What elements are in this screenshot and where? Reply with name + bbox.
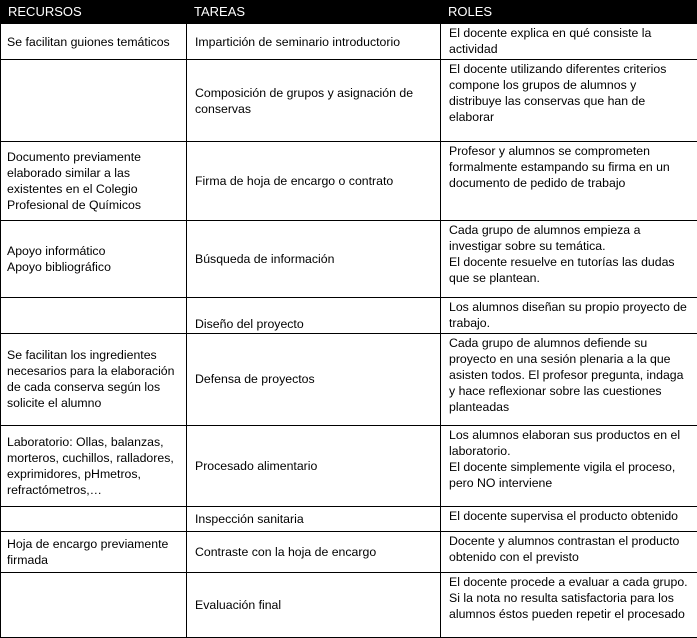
tareas-text: Inspección sanitaria [195,511,304,526]
tareas-text: Diseño del proyecto [195,317,304,332]
roles-text: Los alumnos elaboran sus productos en el laboratorio. [449,427,681,458]
cell-tareas [187,506,441,531]
cell-roles [441,220,697,297]
table-row [1,141,697,220]
recursos-text: Apoyo informático [7,243,106,258]
tareas-text: Composición de grupos y asignación de conservas [195,85,414,116]
table-row [1,24,697,60]
recursos-text: Laboratorio: Ollas, balanzas, morteros, cuchillos, ralladores, exprimidores, pHmetros, refractómetros,… [7,434,174,497]
recursos-text: Apoyo bibliográfico [7,259,111,274]
cell-roles [441,334,697,426]
table-row [1,60,697,141]
cell-roles [441,24,697,60]
roles-text: Cada grupo de alumnos empieza a investigar sobre su temática. [449,222,641,253]
table-row [1,297,697,333]
cell-tareas [187,573,441,638]
cell-tareas [187,425,441,506]
cell-tareas [187,334,441,426]
tareas-text: Procesado alimentario [195,458,318,473]
roles-text: Docente y alumnos contrastan el producto obtenido con el previsto [449,533,680,564]
roles-text: El docente simplemente vigila el proceso, pero NO interviene [449,459,676,490]
cell-tareas [187,141,441,220]
table-row [1,220,697,297]
roles-text: Profesor y alumnos se comprometen formalmente estampando su firma en un documento de pedido de trabajo [449,143,670,190]
table-row [1,506,697,531]
header-tareas: TAREAS [187,1,441,24]
cell-roles [441,573,697,638]
roles-text: El docente resuelve en tutorías las dudas que se plantean. [449,254,675,285]
roles-text: El docente procede a evaluar a cada grupo. Si la nota no resulta satisfactoria para los alumnos éstos pueden repetir el procesado [449,575,688,622]
cell-tareas [187,297,441,333]
cell-recursos [1,506,187,531]
table-row [1,334,697,426]
roles-text: El docente supervisa el producto obtenido [449,508,679,523]
cell-recursos [1,297,187,333]
header-recursos: RECURSOS [1,1,187,24]
recursos-text: Se facilitan guiones temáticos [7,34,170,49]
cell-roles [441,506,697,531]
recursos-text: Documento previamente elaborado similar a las existentes en el Colegio Profesional de Químicos [7,149,141,212]
header-row [1,1,697,24]
cell-tareas [187,60,441,141]
table-row [1,573,697,638]
roles-text: Cada grupo de alumnos defiende su proyecto en una sesión plenaria a la que asisten todos. El profesor pregunta, indaga y hace reflexionar sobre las cuestiones planteadas [449,336,684,415]
tareas-text: Evaluación final [195,598,282,613]
cell-roles [441,297,697,333]
cell-roles [441,531,697,573]
roles-text: El docente utilizando diferentes criterios compone los grupos de alumnos y distribuye las conservas que han de elaborar [449,62,667,125]
cell-recursos [1,60,187,141]
cell-recursos [1,141,187,220]
roles-text: Los alumnos diseñan su propio proyecto de trabajo. [449,299,687,330]
tareas-text: Contraste con la hoja de encargo [195,545,377,560]
cell-tareas [187,531,441,573]
cell-roles [441,141,697,220]
cell-recursos [1,24,187,60]
cell-recursos [1,334,187,426]
tareas-text: Impartición de seminario introductorio [195,34,401,49]
table-row [1,531,697,573]
cell-roles [441,60,697,141]
cell-tareas [187,220,441,297]
cell-tareas [187,24,441,60]
cell-roles [441,425,697,506]
table-row [1,425,697,506]
header-roles: ROLES [441,1,697,24]
recursos-text: Se facilitan los ingredientes necesarios para la elaboración de cada conserva según los solicite el alumno [7,348,175,411]
tareas-text: Firma de hoja de encargo o contrato [195,173,394,188]
cell-recursos [1,425,187,506]
roles-text: El docente explica en qué consiste la actividad [449,26,652,56]
cell-recursos [1,531,187,573]
cell-recursos [1,220,187,297]
cell-recursos [1,573,187,638]
tareas-text: Defensa de proyectos [195,372,315,387]
recursos-text: Hoja de encargo previamente firmada [7,537,169,568]
tareas-text: Búsqueda de información [195,251,335,266]
